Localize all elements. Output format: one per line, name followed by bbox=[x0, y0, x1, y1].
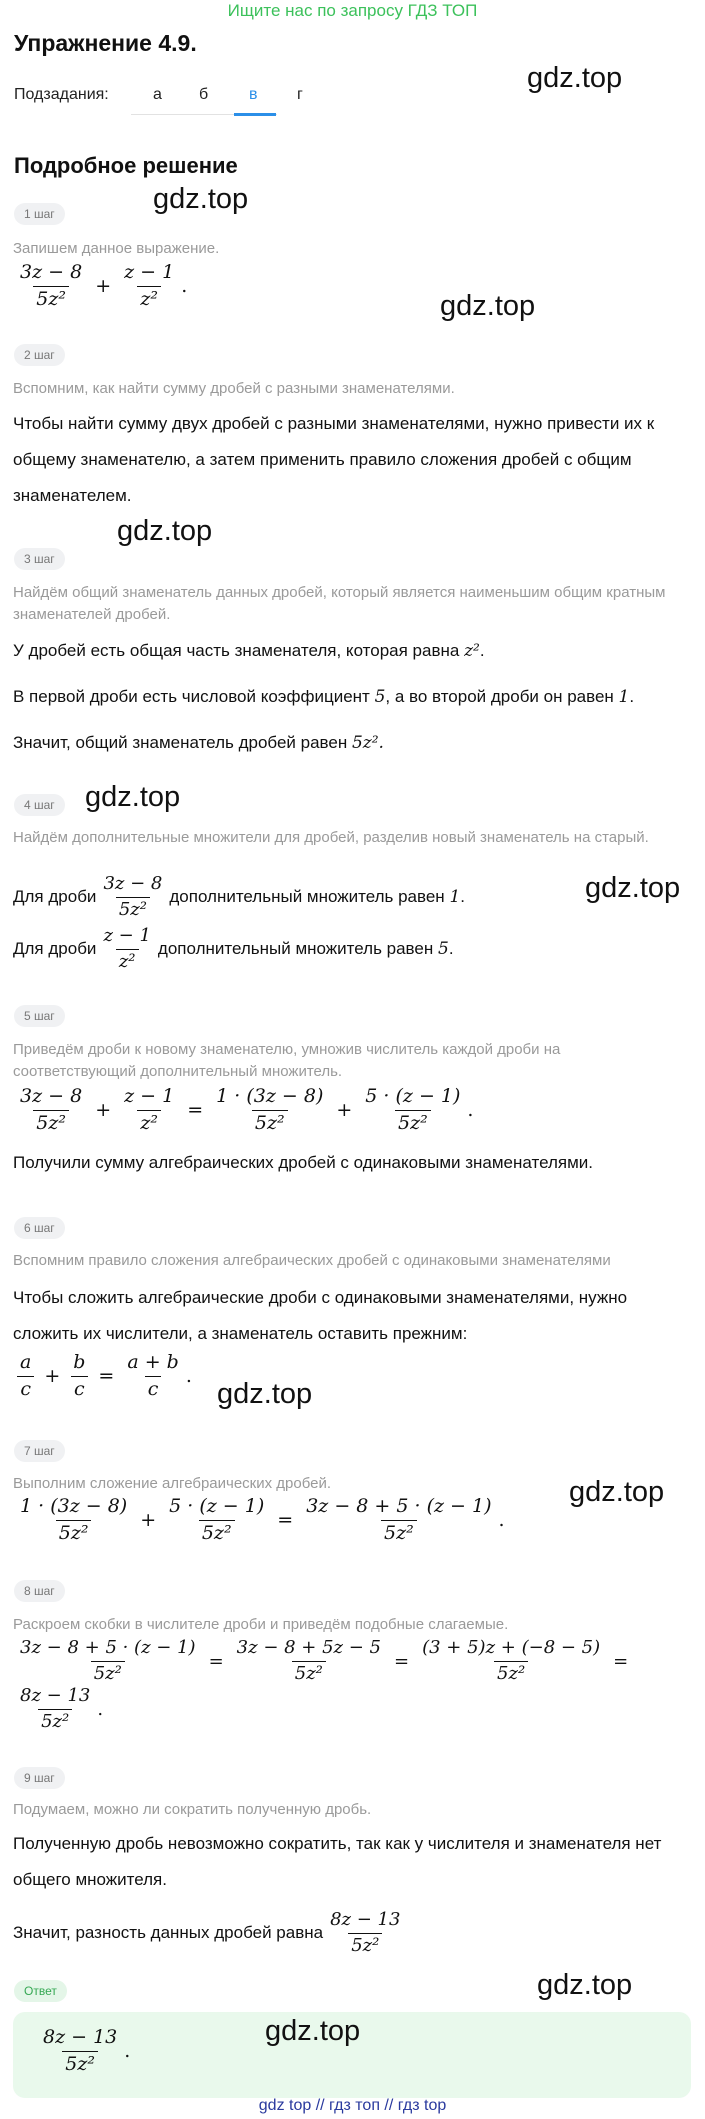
footer-links[interactable]: gdz top // гдз топ // гдз top bbox=[258, 2097, 447, 2114]
step-text: Получили сумму алгебраических дробей с одинаковыми знаменателями. bbox=[13, 1153, 594, 1172]
step-text: Чтобы сложить алгебраические дроби с одинаковыми знаменателями, нужно сложить их числители, а знаменатель оставить прежним: bbox=[13, 1288, 628, 1343]
step-note: Приведём дроби к новому знаменателю, умножив числитель каждой дроби на соответствующий дополнительный множитель. bbox=[13, 1041, 561, 1080]
step-text: Полученную дробь невозможно сократить, так как у числителя и знаменателя нет общего множителя. bbox=[13, 1834, 662, 1889]
tab-v[interactable]: в bbox=[249, 86, 258, 103]
step-text: В первой дроби есть числовой коэффициент 5, а во второй дроби он равен 1. bbox=[13, 687, 635, 707]
promo-banner[interactable]: Ищите нас по запросу ГДЗ ТОП bbox=[227, 1, 478, 20]
watermark: gdz.top bbox=[440, 290, 536, 322]
answer-expression: $\frac{8z - 13}{\text{5z²}}$ . bbox=[43, 2026, 131, 2075]
watermark: gdz.top bbox=[585, 872, 681, 904]
step-badge: 3 шаг bbox=[14, 548, 65, 570]
step-text: У дробей есть общая часть знаменателя, которая равна z². bbox=[13, 641, 485, 661]
step-badge: 2 шаг bbox=[14, 344, 65, 366]
rule-formula: $\frac{a}{c}$ + $\frac{b}{c}$ = $\frac{a + b}{c}$ . bbox=[13, 1352, 192, 1401]
step-text: Для дроби $\frac{z - 1}{\text{z²}}$ дополнительный множитель равен 5 . bbox=[13, 925, 454, 972]
watermark: gdz.top bbox=[85, 781, 181, 813]
active-tab-indicator bbox=[234, 113, 276, 116]
step-note: Найдём общий знаменатель данных дробей, который является наименьшим общим кратным знаменателей дробей. bbox=[13, 584, 666, 623]
answer-badge: Ответ bbox=[14, 1980, 67, 2002]
step-badge: 8 шаг bbox=[14, 1580, 65, 1602]
equation-result: $\frac{8z - 13}{\text{5z²}}$ . bbox=[20, 1685, 104, 1732]
watermark: gdz.top bbox=[569, 1476, 665, 1508]
equation: $\frac{3z - 8}{\text{5z²}}$ + $\frac{z - 1}{\text{z²}}$ = $\frac{1 \cdot (3z - 8)}{\text{5z²}}$ + $\frac{5 \cdot (z - 1)}{\text{5z²}}$ . bbox=[20, 1085, 474, 1134]
step-note: Раскроем скобки в числителе дроби и приведём подобные слагаемые. bbox=[13, 1616, 509, 1633]
tab-b[interactable]: б bbox=[199, 86, 209, 103]
watermark: gdz.top bbox=[265, 2015, 361, 2047]
step-note: Подумаем, можно ли сократить полученную дробь. bbox=[13, 1801, 372, 1818]
step-badge: 7 шаг bbox=[14, 1440, 65, 1462]
step-text: Значит, общий знаменатель дробей равен 5z². bbox=[13, 733, 384, 753]
step-badge: 5 шаг bbox=[14, 1005, 65, 1027]
step-badge: 1 шаг bbox=[14, 203, 65, 225]
tab-g[interactable]: г bbox=[297, 86, 303, 103]
equation: $\frac{1 \cdot (3z - 8)}{\text{5z²}}$ + $\frac{5 \cdot (z - 1)}{\text{5z²}}$ = $\frac{3z - 8 + 5 \cdot (z - 1)}{\text{5z²}}$ . bbox=[20, 1495, 505, 1544]
watermark: gdz.top bbox=[153, 183, 249, 215]
step-note: Найдём дополнительные множители для дробей, разделив новый знаменатель на старый. bbox=[13, 829, 649, 846]
step-note: Запишем данное выражение. bbox=[13, 240, 220, 257]
step-note: Вспомним правило сложения алгебраических дробей с одинаковыми знаменателями bbox=[13, 1252, 611, 1269]
step-note: Выполним сложение алгебраических дробей. bbox=[13, 1475, 332, 1492]
subtasks-label: Подзадания: bbox=[14, 86, 109, 103]
step-text: Для дроби $\frac{3z - 8}{\text{5z²}}$ дополнительный множитель равен 1 . bbox=[13, 873, 465, 920]
step-badge: 6 шаг bbox=[14, 1217, 65, 1239]
watermark: gdz.top bbox=[117, 515, 213, 547]
step-note: Вспомним, как найти сумму дробей с разными знаменателями. bbox=[13, 380, 455, 397]
tab-a[interactable]: а bbox=[153, 86, 162, 103]
equation: $\frac{3z - 8 + 5 \cdot (z - 1)}{\text{5z²}}$ = $\frac{3z - 8 + 5z - 5}{\text{5z²}}$ = $\frac{(3 + 5)z + (-8 - 5)}{\text{5z²}}$ = bbox=[20, 1637, 629, 1684]
watermark: gdz.top bbox=[527, 62, 623, 94]
step-badge: 4 шаг bbox=[14, 794, 65, 816]
expression: $\frac{3z - 8}{\text{5z²}}$ + $\frac{z - 1}{\text{z²}}$ . bbox=[20, 261, 188, 310]
step-text: Чтобы найти сумму двух дробей с разными знаменателями, нужно привести их к общему знаменателю, а затем применить правило сложения дробей с общим знаменателем. bbox=[13, 414, 655, 505]
step-badge: 9 шаг bbox=[14, 1767, 65, 1789]
page-title: Упражнение 4.9. bbox=[14, 30, 197, 56]
solution-heading: Подробное решение bbox=[14, 153, 238, 178]
step-text: Значит, разность данных дробей равна $\frac{8z - 13}{\text{5z²}}$ bbox=[13, 1909, 401, 1956]
watermark: gdz.top bbox=[217, 1378, 313, 1410]
watermark: gdz.top bbox=[537, 1969, 633, 2001]
